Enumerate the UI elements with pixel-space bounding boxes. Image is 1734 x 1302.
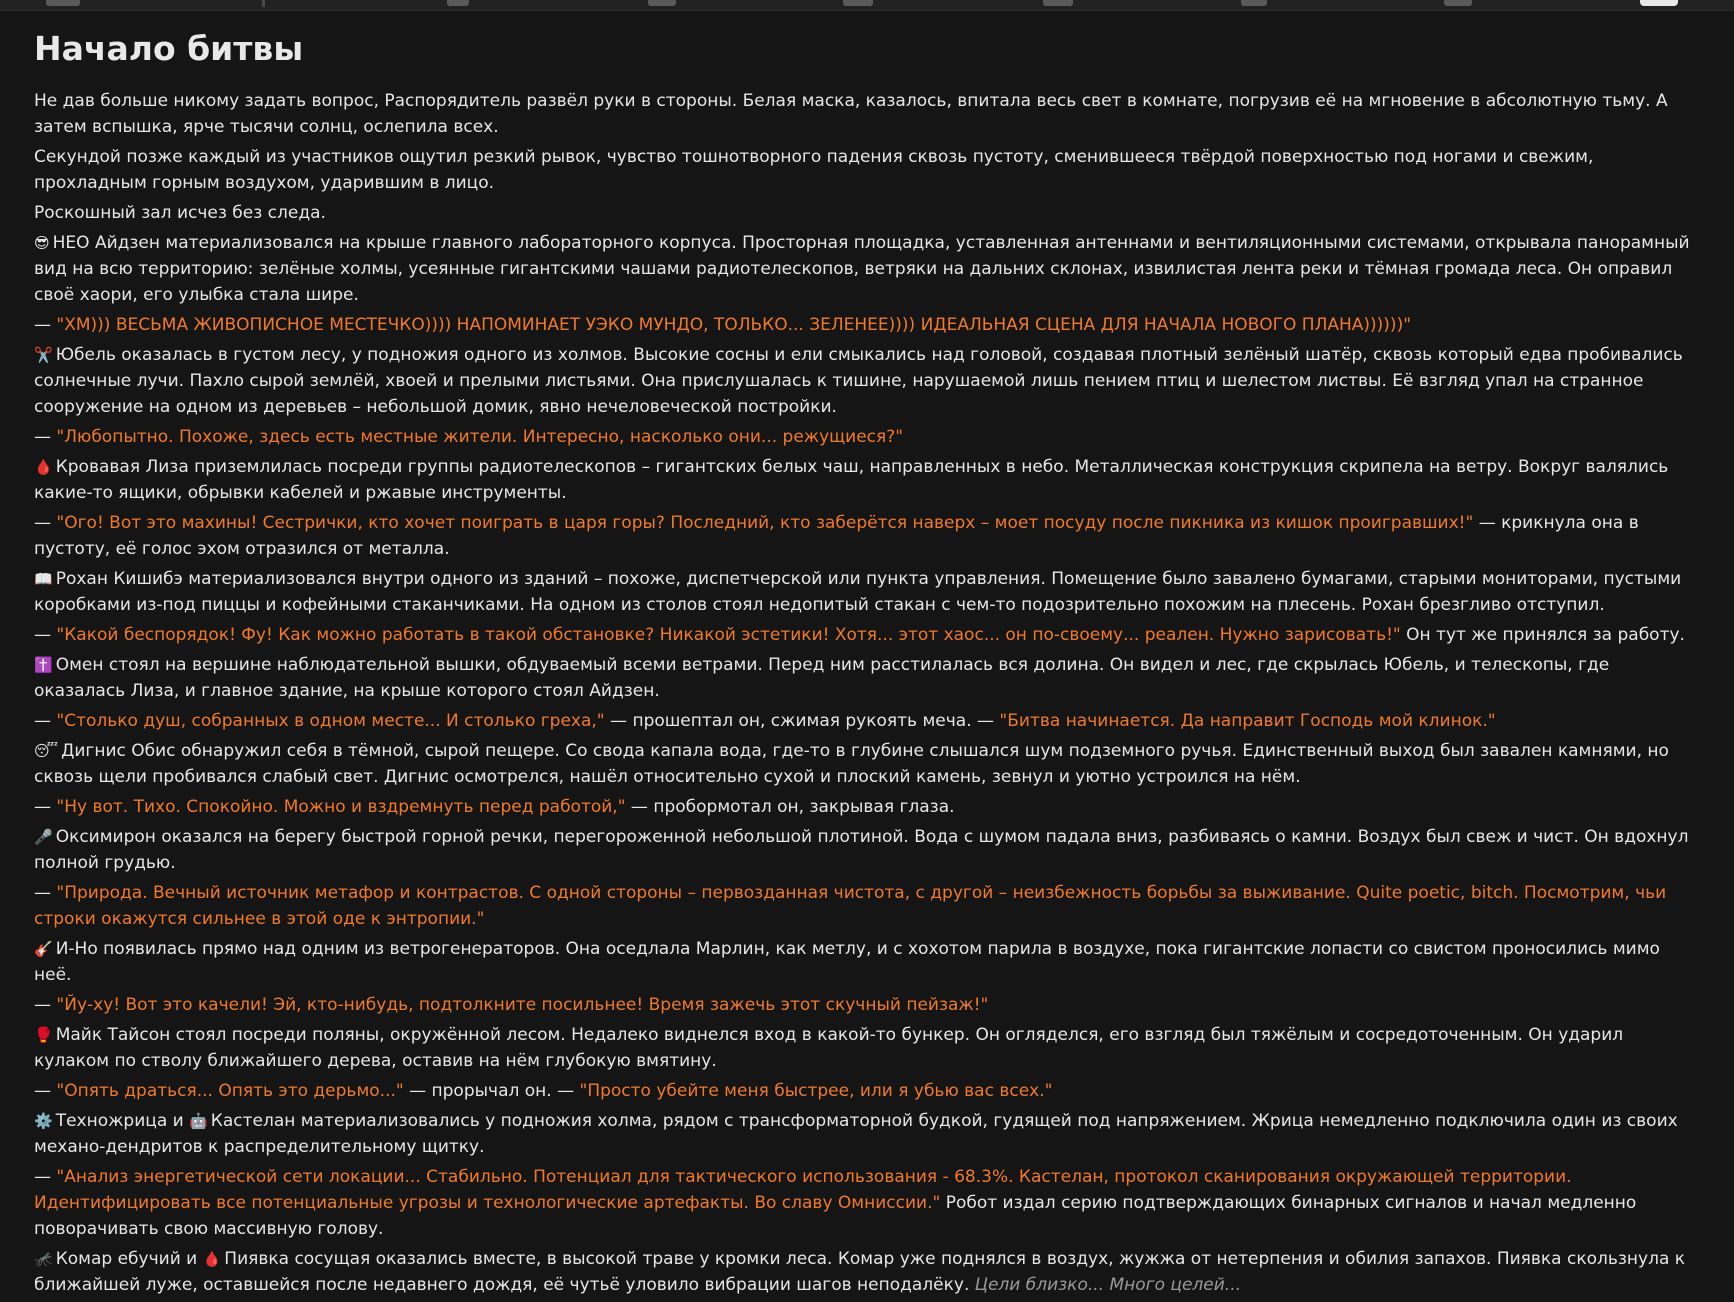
book-emoji-icon: 📖 (34, 570, 53, 588)
toolbar-icon-1[interactable] (46, 0, 80, 6)
toolbar-active-button[interactable] (1640, 0, 1678, 6)
dialogue-line: — "Какой беспорядок! Фу! Как можно работать в такой обстановке? Никакой эстетики! Хотя... этот хаос... он по-своему... реален. Нужно зарисовать!" Он тут же принялся за работу. (34, 625, 1685, 645)
paragraph: 😎 НЕО Айдзен материализовался на крыше главного лабораторного корпуса. Просторная площадка, уставленная антеннами и вентиляционными системами, открывала панорамный вид на всю территорию: зелёные холмы, усеянные гигантскими чашами радиотелескопов, ветряки на дальних склонах, извилистая лента реки и тёмная громада леса. Он оправил своё хаори, его улыбка стала шире. (34, 230, 1700, 308)
paragraph: ✂️ Юбель оказалась в густом лесу, у подножия одного из холмов. Высокие сосны и ели смыкались над головой, создавая плотный зелёный шатёр, сквозь который едва пробивались солнечные лучи. Пахло сырой землёй, хвоей и прелыми листьями. Она прислушалась к тишине, нарушаемой лишь пением птиц и шелестом листвы. Её взгляд упал на странное сооружение на одном из деревьев – небольшой домик, явно нечеловеческой постройки. (34, 342, 1700, 420)
quote: "Просто убейте меня быстрее, или я убью вас всех." (579, 1081, 1053, 1101)
microphone-emoji-icon: 🎤 (34, 828, 53, 846)
paragraph: 🥊 Майк Тайсон стоял посреди поляны, окружённой лесом. Недалеко виднелся вход в какой-то бункер. Он огляделся, его взгляд был тяжёлым и сосредоточенным. Он ударил кулаком по стволу ближайшего дерева, оставив на нём глубокую вмятину. (34, 1022, 1700, 1074)
quote: "Какой беспорядок! Фу! Как можно работать в такой обстановке? Никакой эстетики! Хотя... этот хаос... он по-своему... реален. Нужно зарисовать!" (56, 625, 1401, 645)
quote: "Опять драться... Опять это дерьмо..." (56, 1081, 404, 1101)
toolbar-icon-5[interactable] (1043, 0, 1073, 6)
scissors-emoji-icon: ✂️ (34, 346, 53, 364)
blood-drop-emoji-icon: 🩸 (202, 1250, 222, 1268)
toolbar-icon-7[interactable] (1444, 0, 1472, 6)
paragraph: 🎸 И-Но появилась прямо над одним из ветрогенераторов. Она оседлала Марлин, как метлу, и с хохотом парила в воздухе, пока гигантские лопасти со свистом проносились мимо неё. (34, 936, 1700, 988)
sunglasses-emoji-icon: 😎 (34, 234, 50, 252)
sleeping-face-emoji-icon: 😴 (34, 742, 59, 760)
boxing-glove-emoji-icon: 🥊 (34, 1026, 53, 1044)
page-title: Начало битвы (34, 29, 304, 68)
top-toolbar (0, 0, 1734, 11)
dialogue-line: — "Йу-ху! Вот это качели! Эй, кто-нибудь, подтолкните посильнее! Время зажечь этот скучный пейзаж!" (34, 995, 989, 1015)
toolbar-separator (262, 0, 265, 7)
dialogue-line: — "Любопытно. Похоже, здесь есть местные жители. Интересно, насколько они... режущиеся?" (34, 427, 904, 447)
paragraph: 🎤 Оксимирон оказался на берегу быстрой горной речки, перегороженной небольшой плотиной. Вода с шумом падала вниз, разбиваясь о камни. Воздух был свеж и чист. Он вдохнул полной грудью. (34, 824, 1700, 876)
paragraph: 🦟 Комар ебучий и 🩸 Пиявка сосущая оказались вместе, в высокой траве у кромки леса. Комар уже поднялся в воздух, жужжа от нетерпения и обилия запахов. Пиявка скользнула к ближайшей луже, оставшейся после недавнего дождя, её чутьё уловило вибрации шагов неподалёку. Цели близко... Много целей... (34, 1246, 1700, 1298)
paragraph: ⚙️ Техножрица и 🤖 Кастелан материализовались у подножия холма, рядом с трансформаторной будкой, гудящей под напряжением. Жрица немедленно подключила один из своих механо-дендритов к распределительному щитку. (34, 1108, 1700, 1160)
paragraph: 🩸 Кровавая Лиза приземлилась посреди группы радиотелескопов – гигантских белых чаш, направленных в небо. Металлическая конструкция скрипела на ветру. Вокруг валялись какие-то ящики, обрывки кабелей и ржавые инструменты. (34, 454, 1700, 506)
quote: "Ну вот. Тихо. Спокойно. Можно и вздремнуть перед работой," (56, 797, 626, 817)
quote: "Анализ энергетической сети локации... Стабильно. Потенциал для тактического использования - 68.3%. Кастелан, протокол сканирования окружающей территории. Идентифицировать все потенциальные угрозы и технологические артефакты. Во славу Омниссии." (34, 1167, 1572, 1213)
paragraph: Секундой позже каждый из участников ощутил резкий рывок, чувство тошнотворного падения сквозь пустоту, сменившееся твёрдой поверхностью под ногами и свежим, прохладным горным воздухом, ударившим в лицо. (34, 147, 1594, 193)
gear-emoji-icon: ⚙️ (34, 1112, 53, 1130)
dialogue-line: — "Ну вот. Тихо. Спокойно. Можно и вздремнуть перед работой," — пробормотал он, закрывая глаза. (34, 797, 955, 817)
toolbar-icon-4[interactable] (843, 0, 873, 6)
paragraph: 📖 Рохан Кишибэ материализовался внутри одного из зданий – похоже, диспетчерской или пункта управления. Помещение было завалено бумагами, старыми мониторами, пустыми коробками из-под пиццы и кофейными стаканчиками. На одном из столов стоял недопитый стакан с чем-то подозрительно похожим на плесень. Рохан брезгливо отступил. (34, 566, 1700, 618)
story-content (34, 26, 1700, 1302)
toolbar-icon-2[interactable] (447, 0, 469, 6)
dialogue-line: — "Столько душ, собранных в одном месте... И столько греха," — прошептал он, сжимая рукоять меча. — "Битва начинается. Да направит Господь мой клинок." (34, 711, 1496, 731)
quote: "Любопытно. Похоже, здесь есть местные жители. Интересно, насколько они... режущиеся?" (56, 427, 904, 447)
blood-drop-emoji-icon: 🩸 (34, 458, 53, 476)
paragraph: 😴 Дигнис Обис обнаружил себя в тёмной, сырой пещере. Со свода капала вода, где-то в глубине слышался шум подземного ручья. Единственный выход был завален камнями, но сквозь щели пробивался слабый свет. Дигнис осмотрелся, нашёл относительно сухой и плоский камень, зевнул и уютно устроился на нём. (34, 738, 1700, 790)
mosquito-emoji-icon: 🦟 (34, 1250, 53, 1268)
guitar-emoji-icon: 🎸 (34, 940, 53, 958)
quote: "Природа. Вечный источник метафор и контрастов. С одной стороны – первозданная чистота, с другой – неизбежность борьбы за выживание. Quite poetic, bitch. Посмотрим, чьи строки окажутся сильнее в этой оде к энтропии." (34, 883, 1667, 929)
quote: "Столько душ, собранных в одном месте... И столько греха," (56, 711, 605, 731)
quote: "Йу-ху! Вот это качели! Эй, кто-нибудь, подтолкните посильнее! Время зажечь этот скучный пейзаж!" (56, 995, 989, 1015)
dialogue-line: — "Ого! Вот это махины! Сестрички, кто хочет поиграть в царя горы? Последний, кто заберётся наверх – моет посуду после пикника из кишок проигравших!" — крикнула она в пустоту, её голос эхом отразился от металла. (34, 513, 1639, 559)
toolbar-icon-6[interactable] (1241, 0, 1267, 6)
dialogue-line: — "Опять драться... Опять это дерьмо..." — прорычал он. — "Просто убейте меня быстрее, или я убью вас всех." (34, 1081, 1053, 1101)
quote: "Битва начинается. Да направит Господь мой клинок." (999, 711, 1496, 731)
paragraph: ✝️ Омен стоял на вершине наблюдательной вышки, обдуваемый всеми ветрами. Перед ним расстилалась вся долина. Он видел и лес, где скрылась Юбель, и телескопы, где оказалась Лиза, и главное здание, на крыше которого стоял Айдзен. (34, 652, 1700, 704)
dialogue-line: — "Природа. Вечный источник метафор и контрастов. С одной стороны – первозданная чистота, с другой – неизбежность борьбы за выживание. Quite poetic, bitch. Посмотрим, чьи строки окажутся сильнее в этой оде к энтропии." (34, 883, 1667, 929)
paragraph: Роскошный зал исчез без следа. (34, 203, 326, 223)
dialogue-line: — "Анализ энергетической сети локации... Стабильно. Потенциал для тактического использования - 68.3%. Кастелан, протокол сканирования окружающей территории. Идентифицировать все потенциальные угрозы и технологические артефакты. Во славу Омниссии." Робот издал серию подтверждающих бинарных сигналов и начал медленно поворачивать свою массивную голову. (34, 1167, 1637, 1239)
robot-emoji-icon: 🤖 (189, 1112, 208, 1130)
italic-thought: Цели близко... Много целей... (974, 1275, 1241, 1295)
quote: "ХМ))) ВЕСЬМА ЖИВОПИСНОЕ МЕСТЕЧКО)))) НАПОМИНАЕТ УЭКО МУНДО, ТОЛЬКО... ЗЕЛЕНЕЕ)))) ИДЕАЛЬНАЯ СЦЕНА ДЛЯ НАЧАЛА НОВОГО ПЛАНА))))))" (56, 315, 1412, 335)
cross-emoji-icon: ✝️ (34, 656, 53, 674)
quote: "Ого! Вот это махины! Сестрички, кто хочет поиграть в царя горы? Последний, кто заберётся наверх – моет посуду после пикника из кишок проигравших!" (56, 513, 1474, 533)
paragraph: Не дав больше никому задать вопрос, Распорядитель развёл руки в стороны. Белая маска, казалось, впитала весь свет в комнате, погрузив её на мгновение в абсолютную тьму. А затем вспышка, ярче тысячи солнц, ослепила всех. (34, 91, 1668, 137)
toolbar-icon-3[interactable] (648, 0, 676, 6)
dialogue-line: — "ХМ))) ВЕСЬМА ЖИВОПИСНОЕ МЕСТЕЧКО)))) НАПОМИНАЕТ УЭКО МУНДО, ТОЛЬКО... ЗЕЛЕНЕЕ)))) ИДЕАЛЬНАЯ СЦЕНА ДЛЯ НАЧАЛА НОВОГО ПЛАНА))))))" (34, 315, 1412, 335)
